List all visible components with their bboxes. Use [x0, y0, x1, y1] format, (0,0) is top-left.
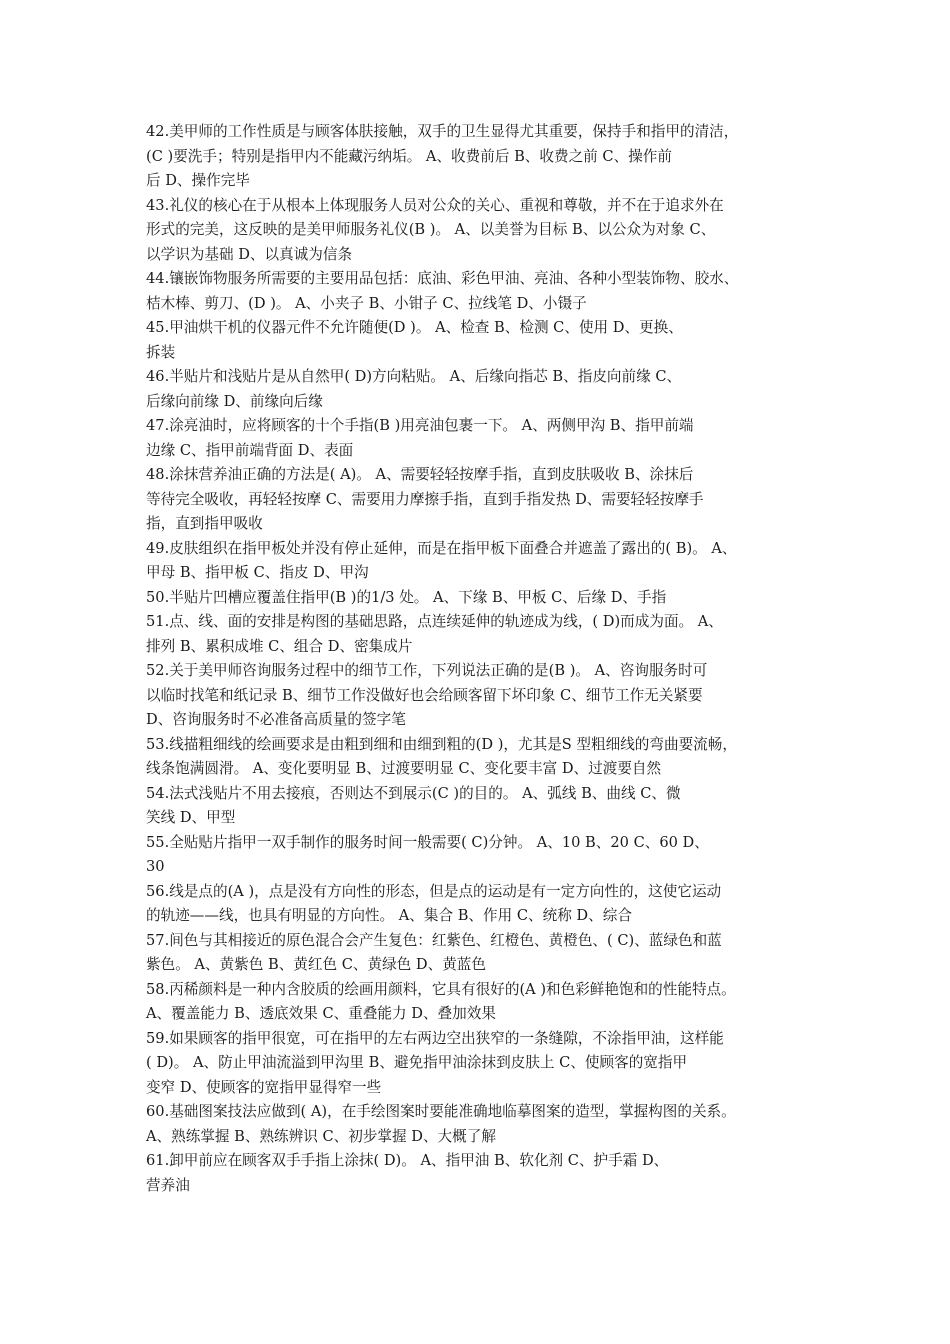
- text-line: 45.甲油烘干机的仪器元件不允许随便(D )。 A、检查 B、检测 C、使用 D、更换、: [146, 319, 683, 336]
- text-line: 形式的完美，这反映的是美甲师服务礼仪(B )。 A、以美誉为目标 B、以公众为对象 C、: [146, 221, 716, 238]
- text-line: (C )要洗手；特别是指甲内不能藏污纳垢。 A、收费前后 B、收费之前 C、操作前: [146, 147, 672, 165]
- text-line: A、熟练掌握 B、熟练辨识 C、初步掌握 D、大概了解: [146, 1127, 496, 1145]
- text-line: 55.全贴贴片指甲一双手制作的服务时间一般需要( C)分钟。 A、10 B、20 C、60 D、: [146, 833, 709, 851]
- text-line: ( D)。 A、防止甲油流溢到甲沟里 B、避免指甲油涂抹到皮肤上 C、使顾客的宽指甲: [146, 1054, 688, 1071]
- text-line: 51.点、线、面的安排是构图的基础思路，点连续延伸的轨迹成为线，( D)而成为面。 A、: [146, 613, 723, 630]
- text-line: 48.涂抹营养油正确的方法是( A)。 A、需要轻轻按摩手指，直到皮肤吸收 B、涂抹后: [146, 466, 694, 483]
- text-line: 以学识为基础 D、以真诚为信条: [146, 245, 353, 263]
- text-line: 拆装: [146, 343, 176, 361]
- text-line: 47.涂亮油时，应将顾客的十个手指(B )用亮油包裹一下。 A、两侧甲沟 B、指甲前端: [146, 417, 694, 434]
- text-line: 后缘向前缘 D、前缘向后缘: [146, 392, 323, 410]
- text-line: A、覆盖能力 B、透底效果 C、重叠能力 D、叠加效果: [146, 1005, 496, 1022]
- text-line: 57.间色与其相接近的原色混合会产生复色：红紫色、红橙色、黄橙色、( C)、蓝绿色和蓝: [146, 931, 722, 949]
- text-line: 49.皮肤组织在指甲板处并没有停止延伸，而是在指甲板下面叠合并遮盖了露出的( B)。 A、: [146, 539, 737, 557]
- text-line: 等待完全吸收，再轻轻按摩 C、需要用力摩擦手指，直到手指发热 D、需要轻轻按摩手: [146, 490, 704, 508]
- question-text-block: [146, 120, 826, 1198]
- text-line: 桔木棒、剪刀、(D )。 A、小夹子 B、小钳子 C、拉线笔 D、小镊子: [146, 294, 587, 312]
- text-line: 边缘 C、指甲前端背面 D、表面: [146, 441, 354, 459]
- text-line: 笑线 D、甲型: [146, 809, 236, 826]
- text-line: 营养油: [146, 1176, 190, 1194]
- text-line: 线条饱满圆滑。 A、变化要明显 B、过渡要明显 C、变化要丰富 D、过渡要自然: [146, 760, 662, 777]
- text-line: 46.半贴片和浅贴片是从自然甲( D)方向粘贴。 A、后缘向指芯 B、指皮向前缘 C、: [146, 368, 682, 385]
- text-line: 甲母 B、指甲板 C、指皮 D、甲沟: [146, 564, 369, 581]
- text-line: 30: [146, 858, 165, 875]
- text-line: 54.法式浅贴片不用去接痕，否则达不到展示(C )的目的。 A、弧线 B、曲线 C、微: [146, 784, 681, 802]
- text-line: 的轨迹——线，也具有明显的方向性。 A、集合 B、作用 C、统称 D、综合: [146, 907, 632, 924]
- text-line: 排列 B、累积成堆 C、组合 D、密集成片: [146, 637, 413, 655]
- text-line: 后 D、操作完毕: [146, 172, 250, 189]
- text-line: 52.关于美甲师咨询服务过程中的细节工作，下列说法正确的是(B )。 A、咨询服务时可: [146, 662, 708, 679]
- text-line: 44.镶嵌饰物服务所需要的主要用品包括：底油、彩色甲油、亮油、各种小型装饰物、胶水、: [146, 270, 739, 287]
- text-line: 50.半贴片凹槽应覆盖住指甲(B )的1/3 处。 A、下缘 B、甲板 C、后缘 D、手指: [146, 588, 667, 606]
- text-line: 61.卸甲前应在顾客双手手指上涂抹( D)。 A、指甲油 B、软化剂 C、护手霜 D、: [146, 1152, 669, 1169]
- text-line: 紫色。 A、黄紫色 B、黄红色 C、黄绿色 D、黄蓝色: [146, 956, 486, 973]
- text-line: 42.美甲师的工作性质是与顾客体肤接触，双手的卫生显得尤其重要，保持手和指甲的清洁，: [146, 123, 739, 140]
- text-line: 59.如果顾客的指甲很宽，可在指甲的左右两边空出狭窄的一条缝隙，不涂指甲油，这样能: [146, 1029, 724, 1047]
- text-line: 指，直到指甲吸收: [146, 515, 263, 532]
- text-line: 58.丙稀颜料是一种内含胶质的绘画用颜料，它具有很好的(A )和色彩鲜艳饱和的性能特点。: [146, 980, 736, 998]
- text-line: 56.线是点的(A )，点是没有方向性的形态，但是点的运动是有一定方向性的，这使它运动: [146, 882, 722, 900]
- text-line: D、咨询服务时不必准备高质量的签字笔: [146, 711, 406, 728]
- text-line: 变窄 D、使顾客的宽指甲显得窄一些: [146, 1078, 382, 1096]
- text-line: 53.线描粗细线的绘画要求是由粗到细和由细到粗的(D )，尤其是S 型粗细线的弯曲要流畅，: [146, 735, 737, 753]
- text-line: 以临时找笔和纸记录 B、细节工作没做好也会给顾客留下坏印象 C、细节工作无关紧要: [146, 686, 703, 704]
- text-line: 60.基础图案技法应做到( A)，在手绘图案时要能准确地临摹图案的造型，掌握构图的关系。: [146, 1103, 736, 1120]
- text-line: 43.礼仪的核心在于从根本上体现服务人员对公众的关心、重视和尊敬，并不在于追求外在: [146, 196, 724, 214]
